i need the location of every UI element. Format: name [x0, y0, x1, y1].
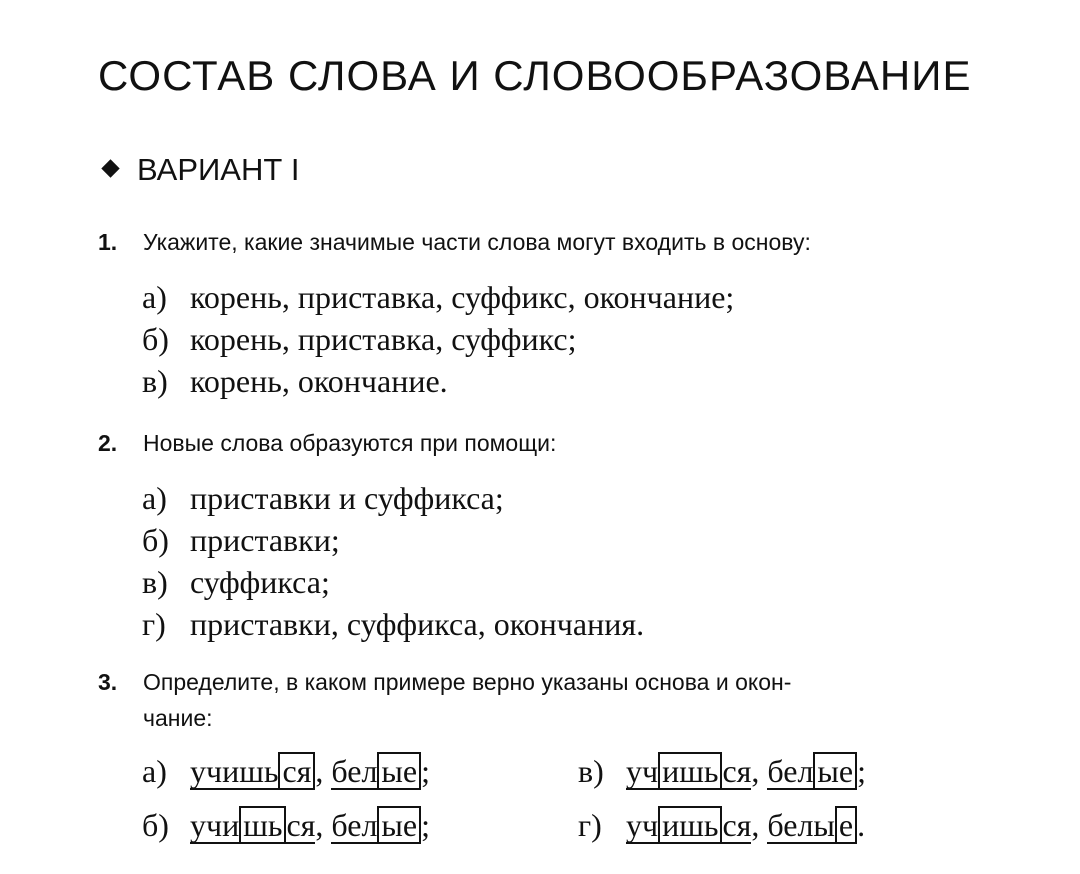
- option-letter: б): [142, 807, 169, 843]
- word-parsed: [190, 748, 315, 794]
- word-option-g: [578, 802, 865, 848]
- word-parsed: [331, 802, 421, 848]
- option: [142, 477, 644, 519]
- word-postfix: ся: [722, 753, 752, 789]
- question-text: Новые слова образуются при помощи:: [143, 430, 557, 456]
- question-number: 3.: [98, 669, 118, 695]
- option: [142, 603, 644, 645]
- word-suffix-box: ся: [278, 752, 315, 790]
- option-letter: в): [142, 564, 168, 600]
- word-ending-box: ые: [377, 752, 421, 790]
- word-stem: учи: [190, 807, 240, 843]
- option: [142, 561, 644, 603]
- option-letter: а): [142, 480, 167, 516]
- punctuation: ;: [857, 753, 866, 789]
- option: [142, 519, 644, 561]
- word-stem: учишь: [190, 753, 279, 789]
- option-text: корень, приставка, суффикс, окончание;: [190, 279, 735, 315]
- option-text: корень, приставка, суффикс;: [190, 321, 577, 357]
- option-text: приставки, суффикса, окончания.: [190, 606, 645, 642]
- option-letter: б): [142, 321, 169, 357]
- option-letter: г): [578, 807, 602, 843]
- question-2-options: [142, 477, 644, 645]
- option-letter: в): [578, 753, 604, 789]
- option: [142, 276, 734, 318]
- option-text: приставки и суффикса;: [190, 480, 504, 516]
- option: [142, 360, 734, 402]
- comma: ,: [751, 807, 760, 843]
- word-parsed: [331, 748, 421, 794]
- word-parsed: [767, 748, 857, 794]
- option: [142, 318, 734, 360]
- question-1-options: [142, 276, 734, 402]
- word-stem: белы: [767, 807, 835, 843]
- punctuation: .: [857, 807, 866, 843]
- question-text: [143, 664, 1013, 736]
- variant-heading: [98, 152, 300, 188]
- variant-label: ВАРИАНТ I: [137, 152, 300, 187]
- question-number: 1.: [98, 229, 118, 255]
- punctuation: ;: [421, 807, 430, 843]
- question-text-line-1: Определите, в каком примере верно указаны основа и окон-: [143, 669, 792, 695]
- word-ending-box: е: [835, 806, 857, 844]
- word-option-v: [578, 748, 866, 794]
- option-letter: а): [142, 279, 167, 315]
- word-parsed: [626, 748, 751, 794]
- word-ending-box: ишь: [658, 806, 722, 844]
- option-letter: б): [142, 522, 169, 558]
- word-ending-box: шь: [239, 806, 286, 844]
- word-stem: бел: [767, 753, 814, 789]
- word-postfix: ся: [286, 807, 316, 843]
- word-parsed: [626, 802, 751, 848]
- option-text: суффикса;: [190, 564, 330, 600]
- punctuation: ;: [421, 753, 430, 789]
- word-ending-box: ишь: [658, 752, 722, 790]
- comma: ,: [751, 753, 760, 789]
- word-ending-box: ые: [377, 806, 421, 844]
- diamond-bullet-icon: [101, 160, 119, 178]
- comma: ,: [315, 807, 324, 843]
- option-letter: г): [142, 606, 166, 642]
- word-postfix: ся: [722, 807, 752, 843]
- comma: ,: [315, 753, 324, 789]
- word-root: уч: [626, 807, 659, 843]
- word-parsed: [767, 802, 857, 848]
- option-text: корень, окончание.: [190, 363, 448, 399]
- page-title: СОСТАВ СЛОВА И СЛОВООБРАЗОВАНИЕ: [98, 52, 972, 99]
- word-option-b: [142, 802, 430, 848]
- question-text: Укажите, какие значимые части слова могут входить в основу:: [143, 229, 811, 255]
- word-ending-box: ые: [813, 752, 857, 790]
- word-parsed: [190, 802, 315, 848]
- option-letter: в): [142, 363, 168, 399]
- word-option-a: [142, 748, 430, 794]
- question-text-line-2: чание:: [143, 705, 213, 731]
- word-root: уч: [626, 753, 659, 789]
- question-number: 2.: [98, 430, 118, 456]
- option-text: приставки;: [190, 522, 340, 558]
- word-stem: бел: [331, 807, 378, 843]
- option-letter: а): [142, 753, 167, 789]
- word-stem: бел: [331, 753, 378, 789]
